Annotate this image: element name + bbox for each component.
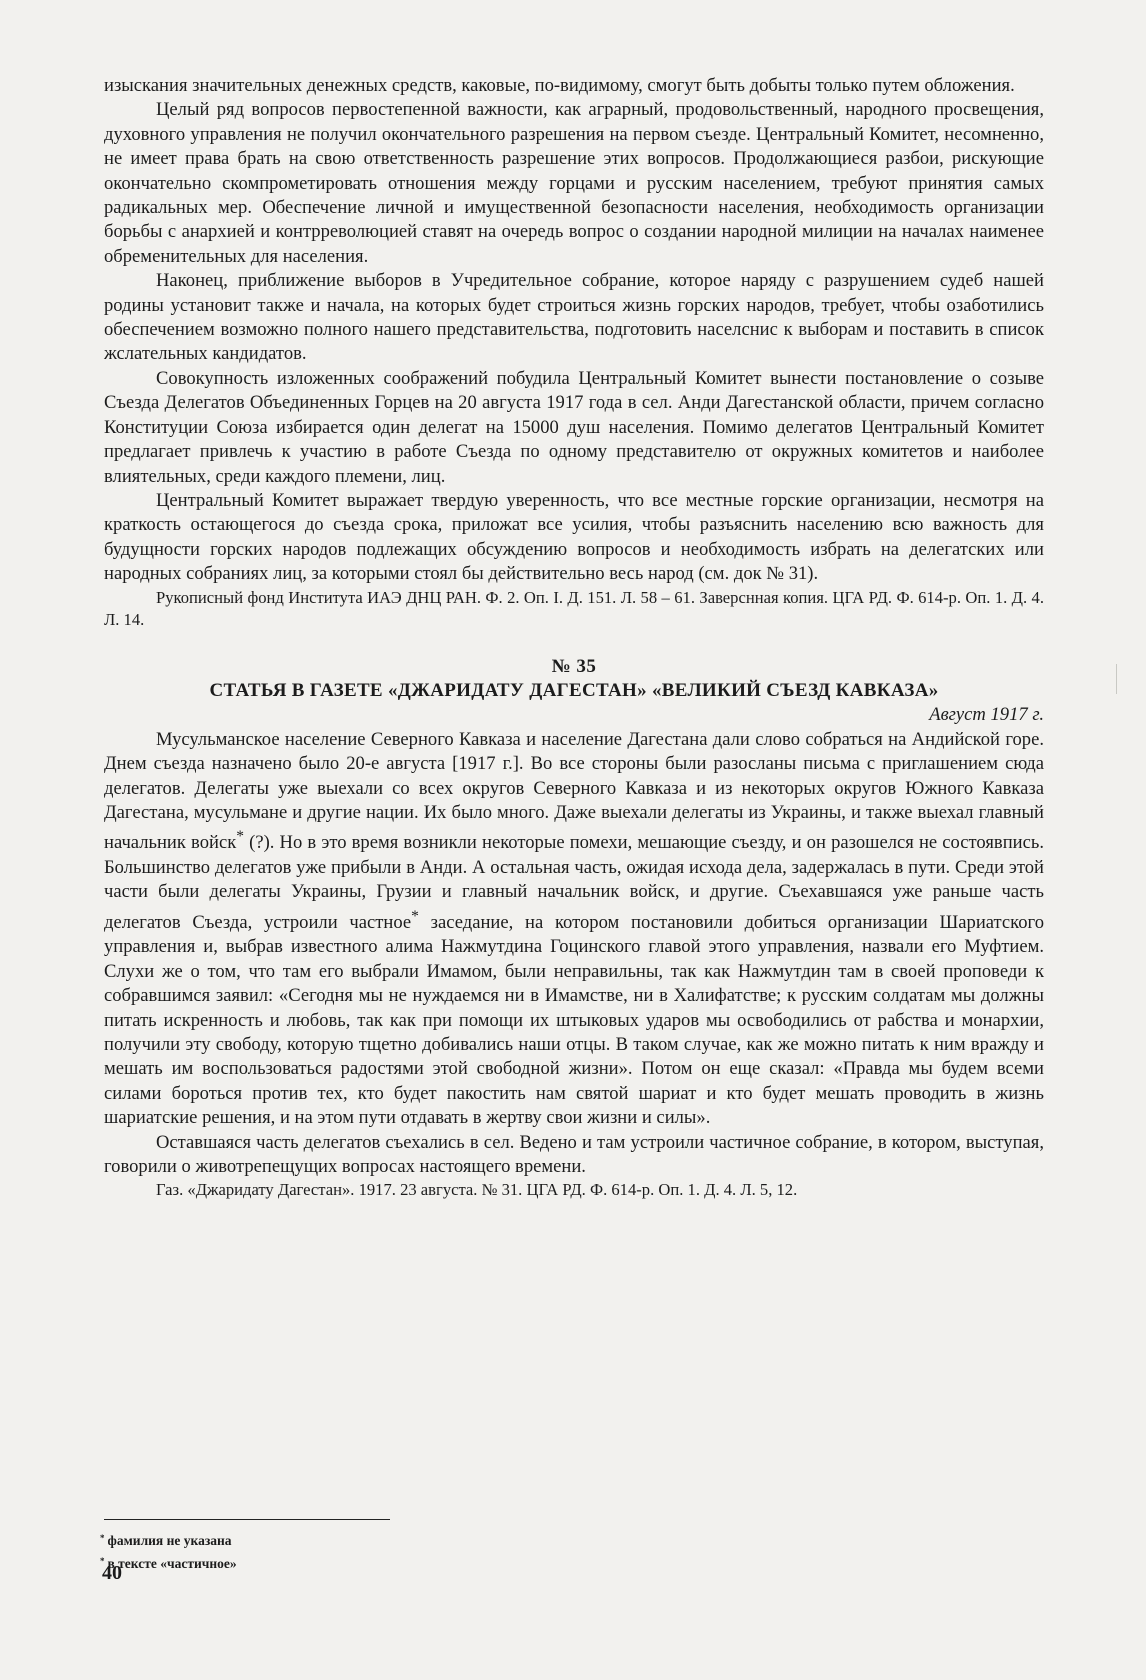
page-body — [104, 74, 1044, 1201]
document-title: СТАТЬЯ В ГАЗЕТЕ «ДЖАРИДАТУ ДАГЕСТАН» «ВЕЛИКИЙ СЪЕЗД КАВКАЗА» — [209, 679, 939, 701]
footnote-text: фамилия не указана — [107, 1533, 232, 1548]
footnote-divider — [104, 1519, 390, 1520]
paragraph: Целый ряд вопросов первостепенной важности, как аграрный, продовольственный, народного просвещения, духовного управления не получил окончательного разрешения на первом съезде. Центральный Комитет, несомненно, не имеет права брать на свою ответственность разрешение этих вопросов. Продолжающиеся разбои, рискующие окончательно скомпрометировать отношения между горцами и русским населением, требуют принятия самых радикальных мер. Обеспечение личной и имущественной безопасности населения, необходимость организации борьбы с анархией и контрреволюцией ставят на очередь вопрос о создании народной милиции на началах наименее обременительных для населения. — [104, 99, 1044, 267]
paragraph: Оставшаяся часть делегатов съехались в сел. Ведено и там устроили частичное собрание, в котором, выступая, говорили о животрепещущих вопросах настоящего времени. — [104, 1131, 1044, 1178]
text-run: Мусульманское население Северного Кавказа и население Дагестана дали слово собраться на Андийской горе. Днем съезда назначено было 20-е августа [1917 г.]. Во все стороны были разосланы письма с приглашением сюда делегатов. Делегаты уже выехали со всех округов Северного Кавказа и из некоторых округов Южного Кавказа Дагестана, мусульмане и другие нации. Их было много. Даже выехали делегаты из Украины, и также выехал главный начальник войск — [104, 728, 1044, 854]
footnote-mark: * — [100, 1556, 105, 1566]
page-number: 40 — [102, 1562, 122, 1584]
paragraph: Совокупность изложенных соображений побудила Центральный Комитет вынести постановление о созыве Съезда Делегатов Объединенных Горцев на 20 августа 1917 года в сел. Анди Дагестанской области, причем согласно Конституции Союза избирается один делегат на 15000 душ населения. Помимо делегатов Центральный Комитет предлагает привлечь к участию в работе Съезда по одному представителю от окружных комитетов и наиболее влиятельных, среди каждого племени, лиц. — [104, 367, 1044, 487]
paragraph — [104, 728, 1044, 1131]
footnote-mark: * — [411, 907, 419, 925]
paragraph: изыскания значительных денежных средств, каковые, по-видимому, смогут быть добыты только путем обложения. — [104, 75, 1015, 96]
scan-edge-mark — [1116, 664, 1125, 694]
text-run: заседание, на котором постановили добиться организации Шариатского управления и, выбрав известного алима Нажмутдина Гоцинского главой этого управления, назвали его Муфтием. Слухи же о том, что там его выбрали Имамом, были неправильны, так как Нажмутдин там в своей проповеди к собравшимся заявил: «Сегодня мы не нуждаемся ни в Имамстве, ни в Халифатстве; к русским солдатам мы должны питать искренность и любовь, так как при помощи их штыковых ударов мы освободились от рабства и монархии, получили эту свободу, которую тщетно добивались наши отцы. В таком случае, как же можно питать к ним вражду и мешать им воспользоваться радостями этой свободной жизни». Потом он еще сказал: «Правда мы будем всеми силами бороться против тех, кто будет пакостить нам святой шариат и кто будет мешать проводить в жизнь шариатские решения, и на этом пути отдавать в жертву свои жизни и силы». — [104, 911, 1044, 1129]
footnote-mark: * — [236, 828, 244, 846]
document-number: № 35 — [551, 655, 597, 677]
source-citation: Рукописный фонд Института ИАЭ ДНЦ РАН. Ф. 2. Оп. I. Д. 151. Л. 58 – 61. Заверснная копия. ЦГА РД. Ф. 614-р. Оп. 1. Д. 4. Л. 14. — [104, 587, 1044, 629]
paragraph: Наконец, приближение выборов в Учредительное собрание, которое наряду с разрушением судеб нашей родины установит также и начала, на которых будет строиться жизнь горских народов, требует, чтобы озаботились обеспечением возможно полного нашего представительства, подготовить населснис к выборам и поставить в список жслательных кандидатов. — [104, 270, 1044, 365]
source-citation: Газ. «Джаридату Дагестан». 1917. 23 августа. № 31. ЦГА РД. Ф. 614-р. Оп. 1. Д. 4. Л. 5, 12. — [156, 1180, 798, 1200]
document-date: Август 1917 г. — [929, 704, 1044, 726]
text-run: (?). Но в это время возникли некоторые помехи, мешающие съезду, и он разошелся не состоявпись. Большинство делегатов уже прибыли в Анди. А остальная часть, ожидая исхода дела, задержалась в пути. Среди этой части были делегаты Украины, Грузии и главный начальник войск, и другие. Съехавшаяся уже раньше часть делегатов Съезда, устроили частное — [104, 832, 1044, 933]
footnote-mark: * — [100, 1533, 105, 1543]
paragraph: Центральный Комитет выражает твердую уверенность, что все местные горские организации, несмотря на краткость остающегося до съезда срока, приложат все усилия, чтобы разъяснить населению всю важность для будущности горских народов подлежащих обсуждению вопросов и необходимость избрать на делегатских или народных собраниях лиц, за которыми стоял бы действительно весь народ (см. док № 31). — [104, 489, 1044, 585]
footnote — [100, 1528, 237, 1551]
footnote-text: в тексте «частичное» — [107, 1556, 237, 1571]
